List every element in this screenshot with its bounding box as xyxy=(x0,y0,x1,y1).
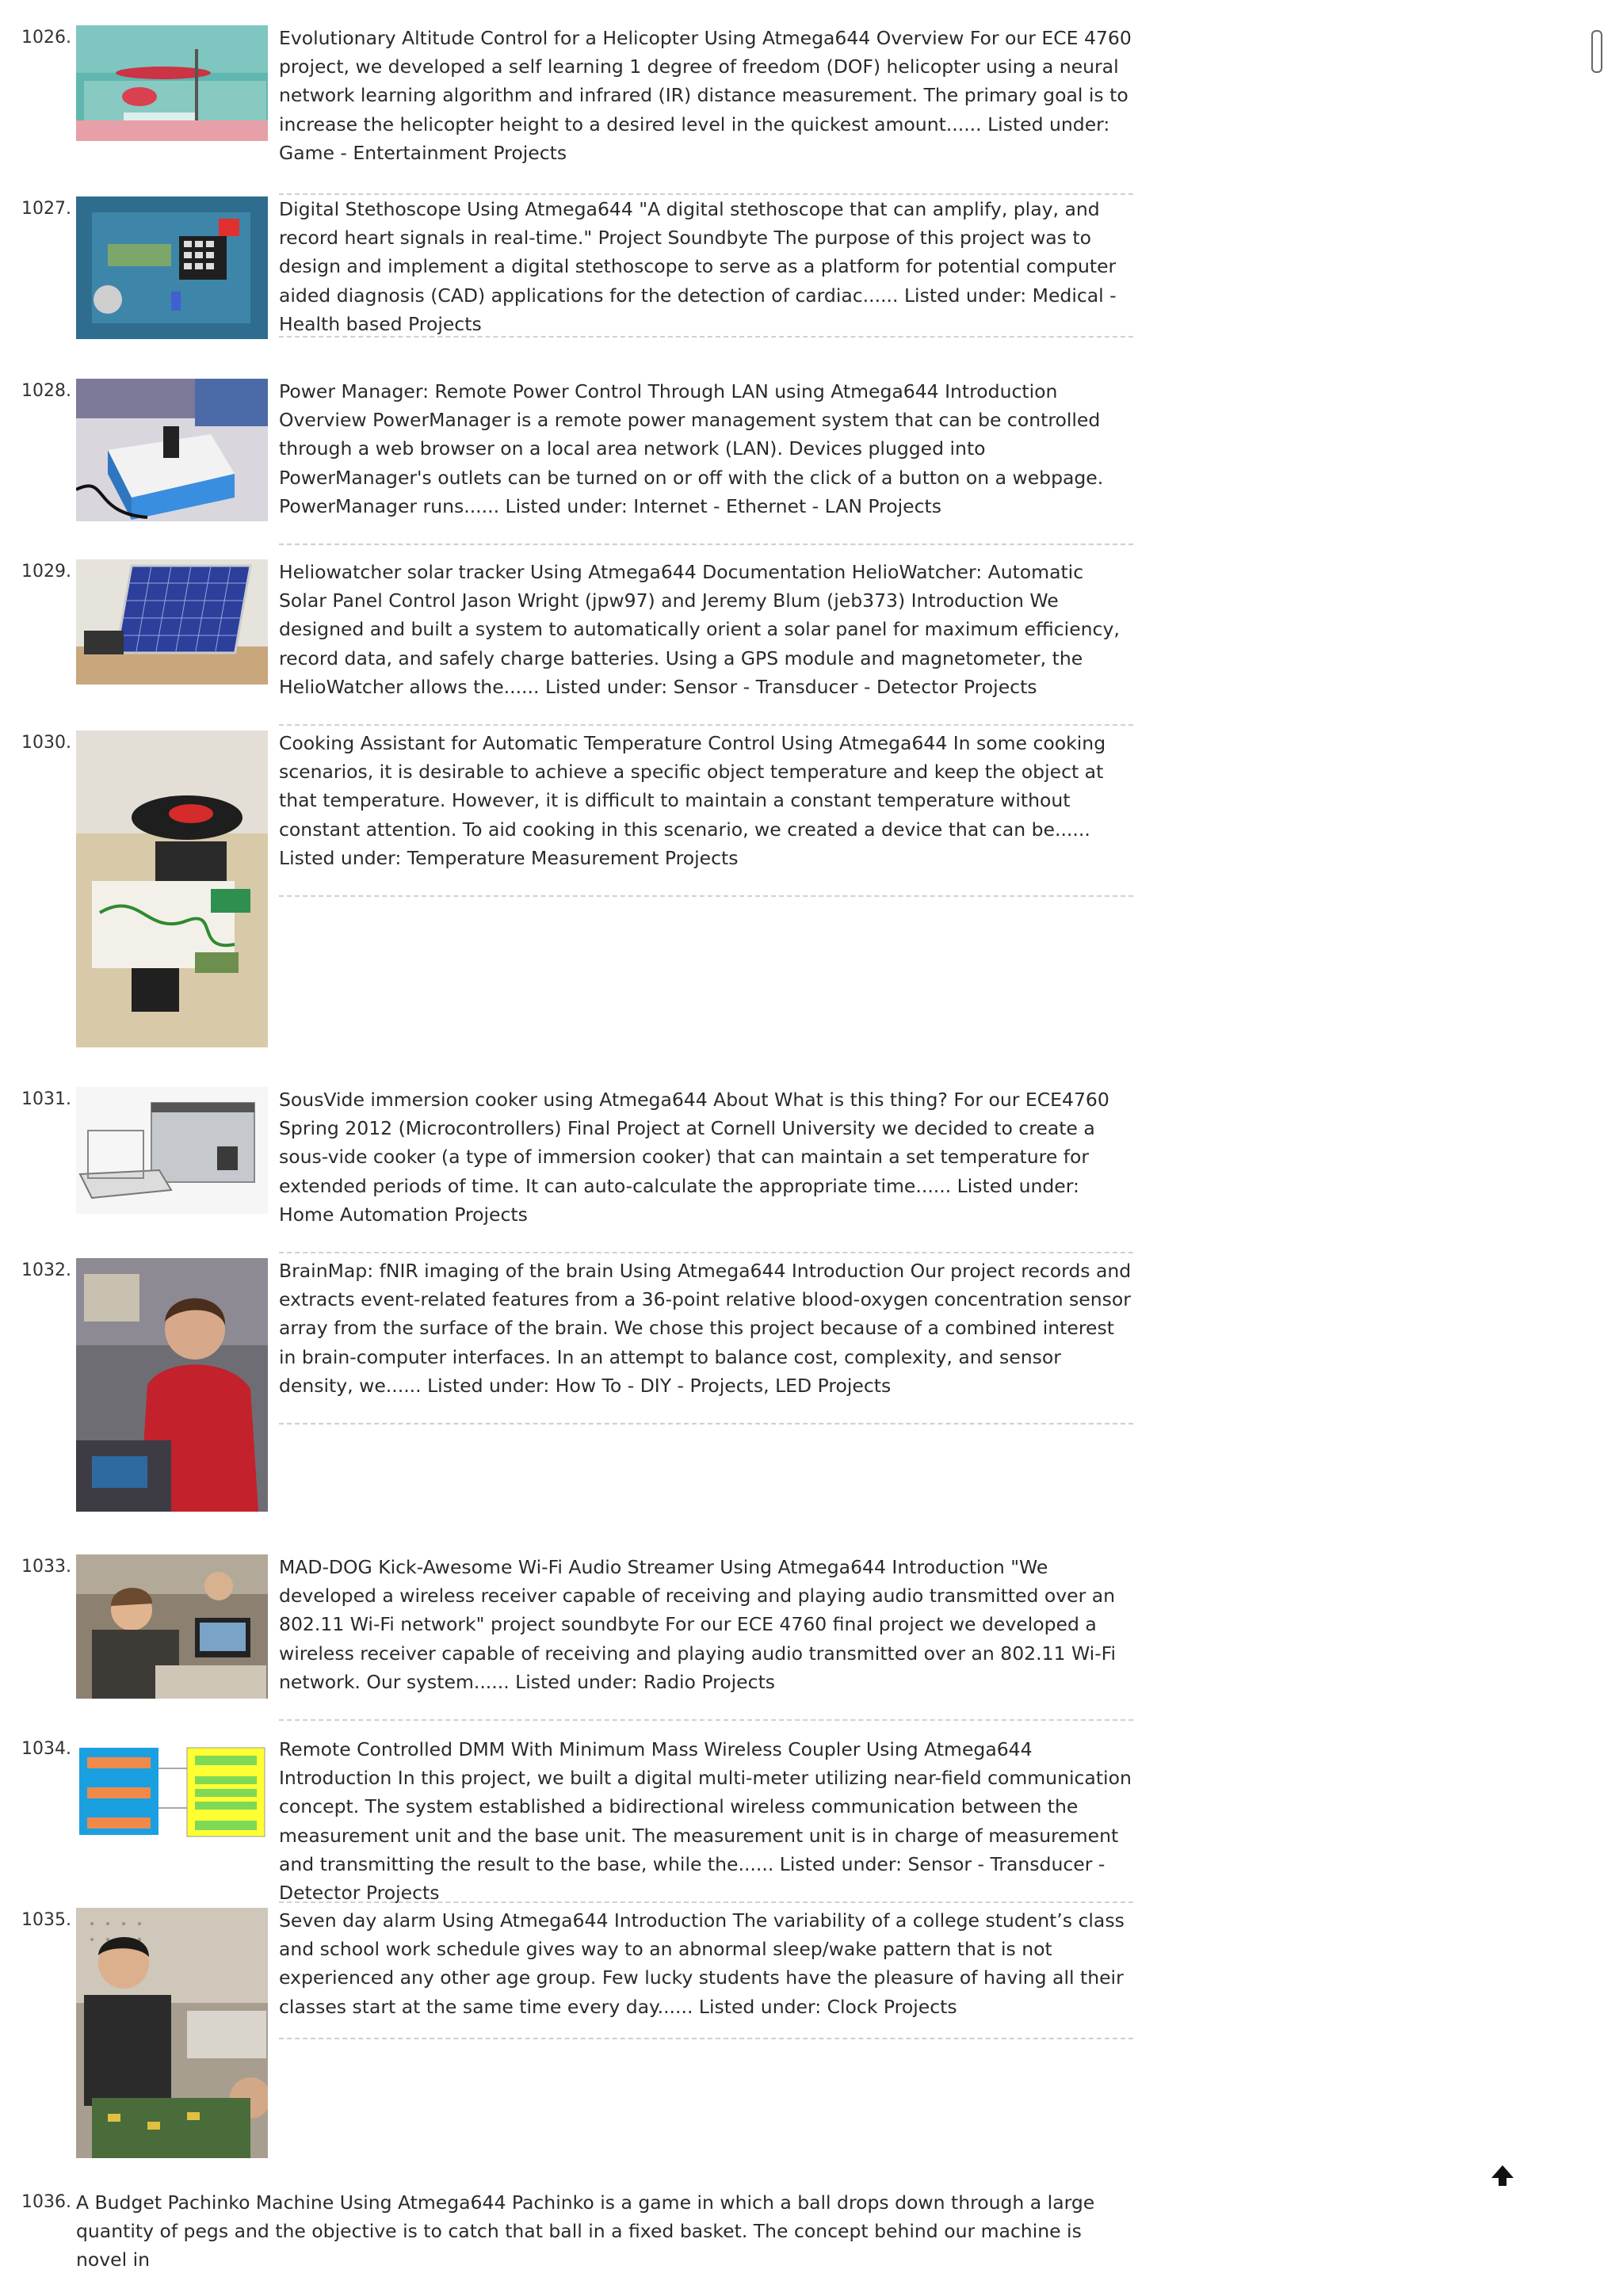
separator xyxy=(279,1719,1133,1721)
item-description[interactable]: Cooking Assistant for Automatic Temperature Control Using Atmega644 In some cooking scenarios, it is desirable to achieve a specific object temperature and keep the object at that temperature. However, it is difficult to maintain a constant temperature without constant attention. To aid cooking in this scenario, we created a device that can be...... Listed under: Temperature Measurement Projects xyxy=(279,732,1106,869)
stethoscope-board-photo[interactable] xyxy=(76,196,268,339)
item-number: 1028. xyxy=(21,381,71,401)
item-description[interactable]: Seven day alarm Using Atmega644 Introduction The variability of a college student’s class and school work schedule gives way to an abnormal sleep/wake pattern that is not experienced any other age group. Few lucky students have the pleasure of having all their classes start at the same time every day...... Listed under: Clock Projects xyxy=(279,1909,1125,2018)
list-item xyxy=(0,1735,1133,1905)
item-number: 1031. xyxy=(21,1089,71,1109)
item-number: 1027. xyxy=(21,199,71,219)
list-item xyxy=(0,2188,1133,2271)
power-manager-photo[interactable] xyxy=(76,379,268,521)
item-description[interactable]: Evolutionary Altitude Control for a Helicopter Using Atmega644 Overview For our ECE 4760 project, we developed a self learning 1 degree of freedom (DOF) helicopter using a neural network learning algorithm and infrared (IR) distance measurement. The primary goal is to increase the helicopter height to a desired level in the quickest amount...... Listed under: Game - Entertainment Projects xyxy=(279,27,1132,164)
list-item xyxy=(0,558,1133,700)
sousvide-cooker-photo[interactable] xyxy=(76,1087,268,1214)
list-item xyxy=(0,1906,1133,2160)
dmm-block-diagram[interactable] xyxy=(76,1737,268,1840)
list-item xyxy=(0,1257,1133,1510)
separator xyxy=(279,1423,1133,1425)
item-description[interactable]: SousVide immersion cooker using Atmega644 About What is this thing? For our ECE4760 Spring 2012 (Microcontrollers) Final Project at Cornell University we decided to create a sous-vide cooker (a type of immersion cooker) that can maintain a set temperature for extended periods of time. It can auto-calculate the appropriate time...... Listed under: Home Automation Projects xyxy=(279,1089,1109,1226)
item-number: 1033. xyxy=(21,1557,71,1577)
separator xyxy=(279,724,1133,726)
helicopter-photo[interactable] xyxy=(76,25,268,141)
list-item xyxy=(0,377,1133,520)
separator xyxy=(279,1901,1133,1903)
brainmap-student-photo[interactable] xyxy=(76,1258,268,1512)
item-description[interactable]: BrainMap: fNIR imaging of the brain Using Atmega644 Introduction Our project records and extracts event-related features from a 36-point relative blood-oxygen concentration sensor array from the surface of the brain. We chose this project because of a combined interest in brain-computer interfaces. In an attempt to balance cost, complexity, and sensor density, we...... Listed under: How To - DIY - Projects, LED Projects xyxy=(279,1260,1132,1397)
item-number: 1026. xyxy=(21,28,71,48)
wifi-audio-students-photo[interactable] xyxy=(76,1554,268,1699)
list-item xyxy=(0,1553,1133,1695)
separator xyxy=(279,1252,1133,1253)
item-description[interactable]: MAD-DOG Kick-Awesome Wi-Fi Audio Streamer Using Atmega644 Introduction "We developed a wireless receiver capable of receiving and playing audio transmitted over an 802.11 Wi-Fi network" project soundbyte For our ECE 4760 final project we developed a wireless receiver capable of receiving and playing audio transmitted over an 802.11 Wi-Fi network. Our system...... Listed under: Radio Projects xyxy=(279,1556,1117,1693)
alarm-students-photo[interactable] xyxy=(76,1908,268,2158)
scrollbar-thumb[interactable] xyxy=(1591,30,1602,73)
item-number: 1034. xyxy=(21,1739,71,1759)
item-number: 1036. xyxy=(21,2192,71,2212)
separator xyxy=(279,2038,1133,2039)
list-item xyxy=(0,195,1133,338)
item-description[interactable]: Digital Stethoscope Using Atmega644 "A digital stethoscope that can amplify, play, and record heart signals in real-time." Project Soundbyte The purpose of this project was to design and implement a digital stethoscope to serve as a platform for potential computer aided diagnosis (CAD) applications for the detection of cardiac...... Listed under: Medical - Health based Projects xyxy=(279,198,1117,335)
solar-panel-photo[interactable] xyxy=(76,559,268,685)
list-item xyxy=(0,24,1133,190)
item-number: 1032. xyxy=(21,1261,71,1280)
item-description[interactable]: Heliowatcher solar tracker Using Atmega644 Documentation HelioWatcher: Automatic Solar Panel Control Jason Wright (jpw97) and Jeremy Blum (jeb373) Introduction We designed and built a system to automatically orient a solar panel for maximum efficiency, record data, and safely charge batteries. Using a GPS module and magnetometer, the HelioWatcher allows the...... Listed under: Sensor - Transducer - Detector Projects xyxy=(279,561,1120,698)
item-description[interactable]: Power Manager: Remote Power Control Through LAN using Atmega644 Introduction Overview PowerManager is a remote power management system that can be controlled through a web browser on a local area network (LAN). Devices plugged into PowerManager's outlets can be turned on or off with the click of a button on a webpage. PowerManager runs...... Listed under: Internet - Ethernet - LAN Projects xyxy=(279,380,1104,517)
item-number: 1035. xyxy=(21,1910,71,1930)
item-number: 1030. xyxy=(21,733,71,753)
arrow-up-icon[interactable] xyxy=(1487,2161,1518,2192)
item-description[interactable]: A Budget Pachinko Machine Using Atmega644 Pachinko is a game in which a ball drops down through a large quantity of pegs and the objective is to catch that ball in a fixed basket. The concept behind our machine is novel in xyxy=(76,2191,1095,2271)
item-number: 1029. xyxy=(21,562,71,582)
separator xyxy=(279,543,1133,545)
cooking-assistant-photo[interactable] xyxy=(76,730,268,1047)
separator xyxy=(279,336,1133,338)
list-item xyxy=(0,729,1133,1046)
list-item xyxy=(0,1085,1133,1228)
item-description[interactable]: Remote Controlled DMM With Minimum Mass Wireless Coupler Using Atmega644 Introduction In this project, we built a digital multi-meter utilizing near-field communication concept. The system established a bidirectional wireless communication between the measurement unit and the base unit. The measurement unit is in charge of measurement and transmitting the result to the base, while the...... Listed under: Sensor - Transducer - Detector Projects xyxy=(279,1738,1132,1905)
separator xyxy=(279,895,1133,897)
